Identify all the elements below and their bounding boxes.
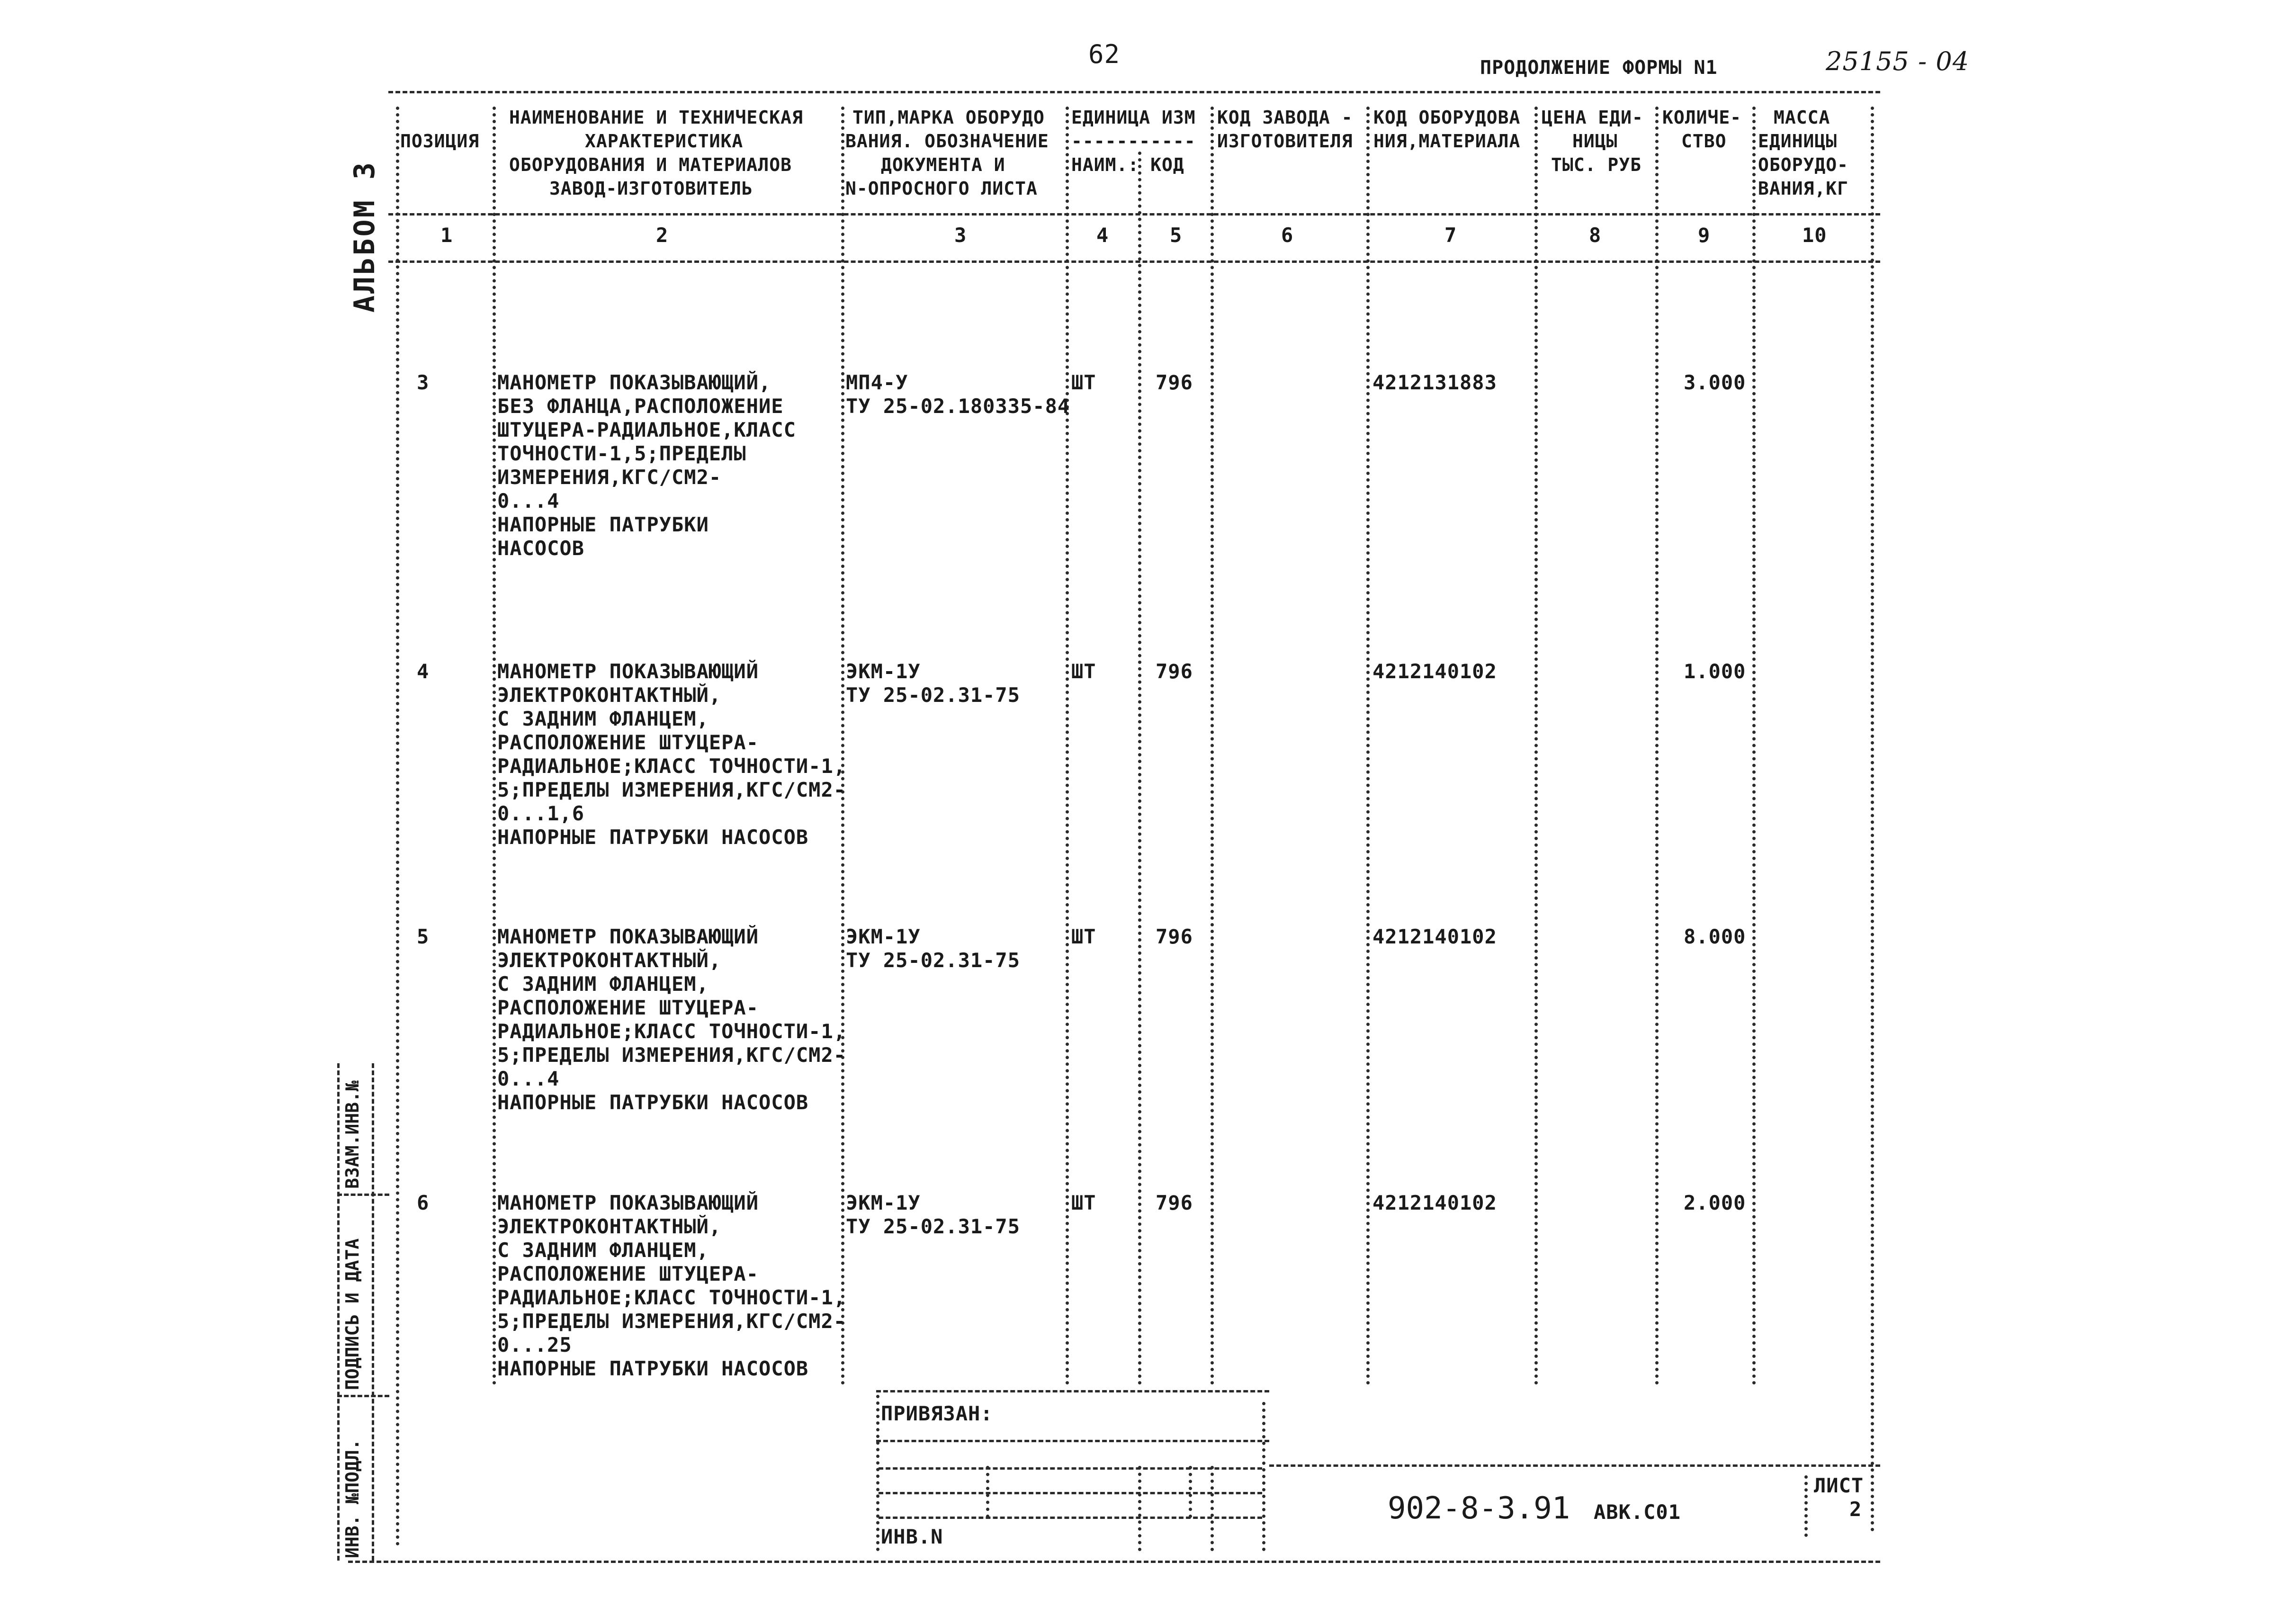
col-number-6: 6	[1281, 224, 1294, 247]
col-sep-3-4	[1066, 107, 1069, 1385]
row-type-line: ТУ 25-02.31-75	[846, 1215, 1021, 1238]
row-quantity: 2.000	[1684, 1191, 1746, 1214]
handwritten-code: 25155 - 04	[1826, 46, 1970, 76]
row-type-line: ТУ 25-02.31-75	[846, 949, 1021, 972]
sheet-number: 2	[1849, 1498, 1862, 1521]
col-number-5: 5	[1170, 224, 1183, 247]
row-unit-code: 796	[1156, 660, 1193, 683]
stamp-attached-label: ПРИВЯЗАН:	[881, 1402, 993, 1425]
stamp-sep-d	[1211, 1466, 1214, 1551]
header-col1-line2: ПОЗИЦИЯ	[400, 131, 480, 152]
row-name-line: МАНОМЕТР ПОКАЗЫВАЮЩИЙ,	[497, 371, 771, 394]
row-position: 3	[417, 371, 430, 394]
row-name-line: 5;ПРЕДЕЛЫ ИЗМЕРЕНИЯ,КГС/СМ2-	[497, 1310, 846, 1333]
header-col10-line3: ОБОРУДО-	[1758, 154, 1849, 175]
margin-divider-1	[337, 1194, 389, 1196]
row-type-line: ЭКМ-1У	[846, 1191, 921, 1214]
row-name-line: МАНОМЕТР ПОКАЗЫВАЮЩИЙ	[497, 925, 759, 948]
row-name-line: МАНОМЕТР ПОКАЗЫВАЮЩИЙ	[497, 660, 759, 683]
page-number: 62	[1088, 39, 1121, 69]
stamp-sep-left	[876, 1395, 879, 1551]
header-col3-line3: ДОКУМЕНТА И	[881, 154, 1005, 175]
sheet-label: ЛИСТ	[1814, 1474, 1864, 1497]
col-number-8: 8	[1589, 224, 1602, 247]
col-sep-2-3	[841, 107, 844, 1385]
header-col8-line1: ЦЕНА ЕДИ-	[1542, 107, 1643, 128]
header-col7-line1: КОД ОБОРУДОВА	[1373, 107, 1521, 128]
row-name-line: 0...4	[497, 1067, 560, 1090]
row-quantity: 3.000	[1684, 371, 1746, 394]
margin-divider-2	[337, 1395, 389, 1397]
header-col8-line2: НИЦЫ	[1572, 131, 1618, 152]
row-name-line: НАПОРНЫЕ ПАТРУБКИ НАСОСОВ	[497, 1357, 809, 1380]
row-type-line: ТУ 25-02.180335-84	[846, 395, 1070, 418]
row-position: 6	[417, 1191, 430, 1214]
margin-podpis-data: ПОДПИСЬ И ДАТА	[342, 1238, 363, 1390]
header-col10-line2: ЕДИНИЦЫ	[1758, 131, 1838, 152]
col-number-9: 9	[1698, 224, 1711, 247]
margin-inv-podl: ИНВ. №ПОДЛ.	[342, 1439, 363, 1558]
stamp-inv-label: ИНВ.N	[881, 1525, 943, 1548]
header-col2-line4: ЗАВОД-ИЗГОТОВИТЕЛЬ	[549, 178, 753, 199]
stamp-row-line-2	[879, 1492, 1262, 1494]
header-col2-line1: НАИМЕНОВАНИЕ И ТЕХНИЧЕСКАЯ	[509, 107, 803, 128]
row-name-line: С ЗАДНИМ ФЛАНЦЕМ,	[497, 972, 709, 996]
row-unit: ШТ	[1071, 371, 1096, 394]
header-col8-line3: ТЫС. РУБ	[1551, 154, 1642, 175]
document-suffix: АВК.С01	[1594, 1500, 1681, 1524]
row-name-line: ЭЛЕКТРОКОНТАКТНЫЙ,	[497, 949, 722, 972]
col-number-10: 10	[1802, 224, 1827, 247]
header-col2-line3: ОБОРУДОВАНИЯ И МАТЕРИАЛОВ	[509, 154, 792, 175]
row-name-line: С ЗАДНИМ ФЛАНЦЕМ,	[497, 707, 709, 730]
col-sep-4-5	[1138, 152, 1141, 1385]
row-name-line: ИЗМЕРЕНИЯ,КГС/СМ2-	[497, 466, 722, 489]
header-col7-line2: НИЯ,МАТЕРИАЛА	[1373, 131, 1521, 152]
document-code: 902-8-3.91	[1388, 1491, 1570, 1526]
header-col10-line4: ВАНИЯ,КГ	[1758, 178, 1849, 199]
header-col3-line4: N-ОПРОСНОГО ЛИСТА	[845, 178, 1038, 199]
stamp-row-line-3	[879, 1517, 1262, 1519]
header-col3-line1: ТИП,МАРКА ОБОРУДО	[852, 107, 1045, 128]
col-number-2: 2	[656, 224, 669, 247]
margin-line-outer	[337, 1063, 340, 1561]
row-name-line: ШТУЦЕРА-РАДИАЛЬНОЕ,КЛАСС	[497, 418, 796, 441]
stamp-row-line-1	[879, 1467, 1262, 1470]
col-sep-5-6	[1211, 107, 1214, 1385]
row-unit-code: 796	[1156, 1191, 1193, 1214]
margin-vzam-inv: ВЗАМ.ИНВ.№	[342, 1080, 363, 1189]
col-number-1: 1	[440, 224, 453, 247]
row-name-line: 0...25	[497, 1333, 572, 1356]
col-sep-6-7	[1366, 107, 1370, 1385]
col-sep-1-2	[493, 107, 496, 1385]
row-name-line: РАДИАЛЬНОЕ;КЛАСС ТОЧНОСТИ-1,	[497, 754, 846, 778]
stamp-sep-b	[1138, 1466, 1141, 1551]
stamp-line-2	[876, 1440, 1269, 1442]
row-name-line: БЕЗ ФЛАНЦА,РАСПОЛОЖЕНИЕ	[497, 395, 784, 418]
stamp-top-line	[876, 1390, 1269, 1392]
header-col2-line2: ХАРАКТЕРИСТИКА	[585, 131, 744, 152]
sheet-box-sep	[1804, 1475, 1808, 1537]
top-border	[388, 91, 1880, 93]
row-name-line: НАСОСОВ	[497, 537, 585, 560]
header-col10-line1: МАССА	[1774, 107, 1830, 128]
stamp-sep-right	[1262, 1402, 1265, 1551]
row-unit: ШТ	[1071, 1191, 1096, 1214]
row-position: 5	[417, 925, 430, 948]
col-sep-8-9	[1655, 107, 1659, 1385]
header-col45-line3: НАИМ.: КОД	[1071, 154, 1184, 175]
row-name-line: РАДИАЛЬНОЕ;КЛАСС ТОЧНОСТИ-1,	[497, 1286, 846, 1309]
row-name-line: 0...4	[497, 489, 560, 512]
row-position: 4	[417, 660, 430, 683]
header-col9-line1: КОЛИЧЕ-	[1662, 107, 1742, 128]
row-name-line: РАСПОЛОЖЕНИЕ ШТУЦЕРА-	[497, 731, 759, 754]
row-name-line: РАДИАЛЬНОЕ;КЛАСС ТОЧНОСТИ-1,	[497, 1020, 846, 1043]
header-col45-line2: -----------	[1071, 131, 1196, 152]
row-unit-code: 796	[1156, 371, 1193, 394]
row-name-line: НАПОРНЫЕ ПАТРУБКИ НАСОСОВ	[497, 1091, 809, 1114]
row-unit-code: 796	[1156, 925, 1193, 948]
continuation-title: ПРОДОЛЖЕНИЕ ФОРМЫ N1	[1480, 57, 1718, 79]
row-name-line: ЭЛЕКТРОКОНТАКТНЫЙ,	[497, 683, 722, 707]
header-col6-line1: КОД ЗАВОДА -	[1217, 107, 1353, 128]
row-name-line: НАПОРНЫЕ ПАТРУБКИ НАСОСОВ	[497, 826, 809, 849]
row-equipment-code: 4212131883	[1372, 371, 1497, 394]
row-name-line: РАСПОЛОЖЕНИЕ ШТУЦЕРА-	[497, 996, 759, 1019]
col-sep-7-8	[1534, 107, 1538, 1385]
col-number-3: 3	[954, 224, 967, 247]
header-col6-line2: ИЗГОТОВИТЕЛЯ	[1217, 131, 1353, 152]
row-equipment-code: 4212140102	[1372, 925, 1497, 948]
margin-line-inner	[372, 1063, 374, 1561]
row-type-line: МП4-У	[846, 371, 908, 394]
row-name-line: 5;ПРЕДЕЛЫ ИЗМЕРЕНИЯ,КГС/СМ2-	[497, 778, 846, 801]
row-type-line: ЭКМ-1У	[846, 660, 921, 683]
row-name-line: МАНОМЕТР ПОКАЗЫВАЮЩИЙ	[497, 1191, 759, 1214]
stamp-right-top-line	[1269, 1464, 1880, 1467]
col-sep-left	[396, 107, 399, 1546]
album-label: АЛЬБОМ 3	[348, 161, 381, 313]
col-number-7: 7	[1444, 224, 1457, 247]
row-quantity: 1.000	[1684, 660, 1746, 683]
col-number-4: 4	[1096, 224, 1109, 247]
row-name-line: ЭЛЕКТРОКОНТАКТНЫЙ,	[497, 1215, 722, 1238]
header-col45-line1: ЕДИНИЦА ИЗМ	[1071, 107, 1196, 128]
col-sep-right	[1871, 107, 1874, 1532]
row-name-line: ТОЧНОСТИ-1,5;ПРЕДЕЛЫ	[497, 442, 746, 465]
row-unit: ШТ	[1071, 660, 1096, 683]
row-equipment-code: 4212140102	[1372, 1191, 1497, 1214]
row-name-line: РАСПОЛОЖЕНИЕ ШТУЦЕРА-	[497, 1262, 759, 1285]
col-sep-9-10	[1752, 107, 1756, 1385]
row-name-line: 0...1,6	[497, 802, 585, 825]
row-type-line: ЭКМ-1У	[846, 925, 921, 948]
row-quantity: 8.000	[1684, 925, 1746, 948]
row-name-line: С ЗАДНИМ ФЛАНЦЕМ,	[497, 1239, 709, 1262]
row-equipment-code: 4212140102	[1372, 660, 1497, 683]
row-name-line: НАПОРНЫЕ ПАТРУБКИ	[497, 513, 709, 536]
header-col9-line2: СТВО	[1681, 131, 1727, 152]
row-type-line: ТУ 25-02.31-75	[846, 683, 1021, 707]
bottom-border	[348, 1561, 1880, 1563]
row-unit: ШТ	[1071, 925, 1096, 948]
header-col3-line2: ВАНИЯ. ОБОЗНАЧЕНИЕ	[845, 131, 1049, 152]
row-name-line: 5;ПРЕДЕЛЫ ИЗМЕРЕНИЯ,КГС/СМ2-	[497, 1043, 846, 1067]
